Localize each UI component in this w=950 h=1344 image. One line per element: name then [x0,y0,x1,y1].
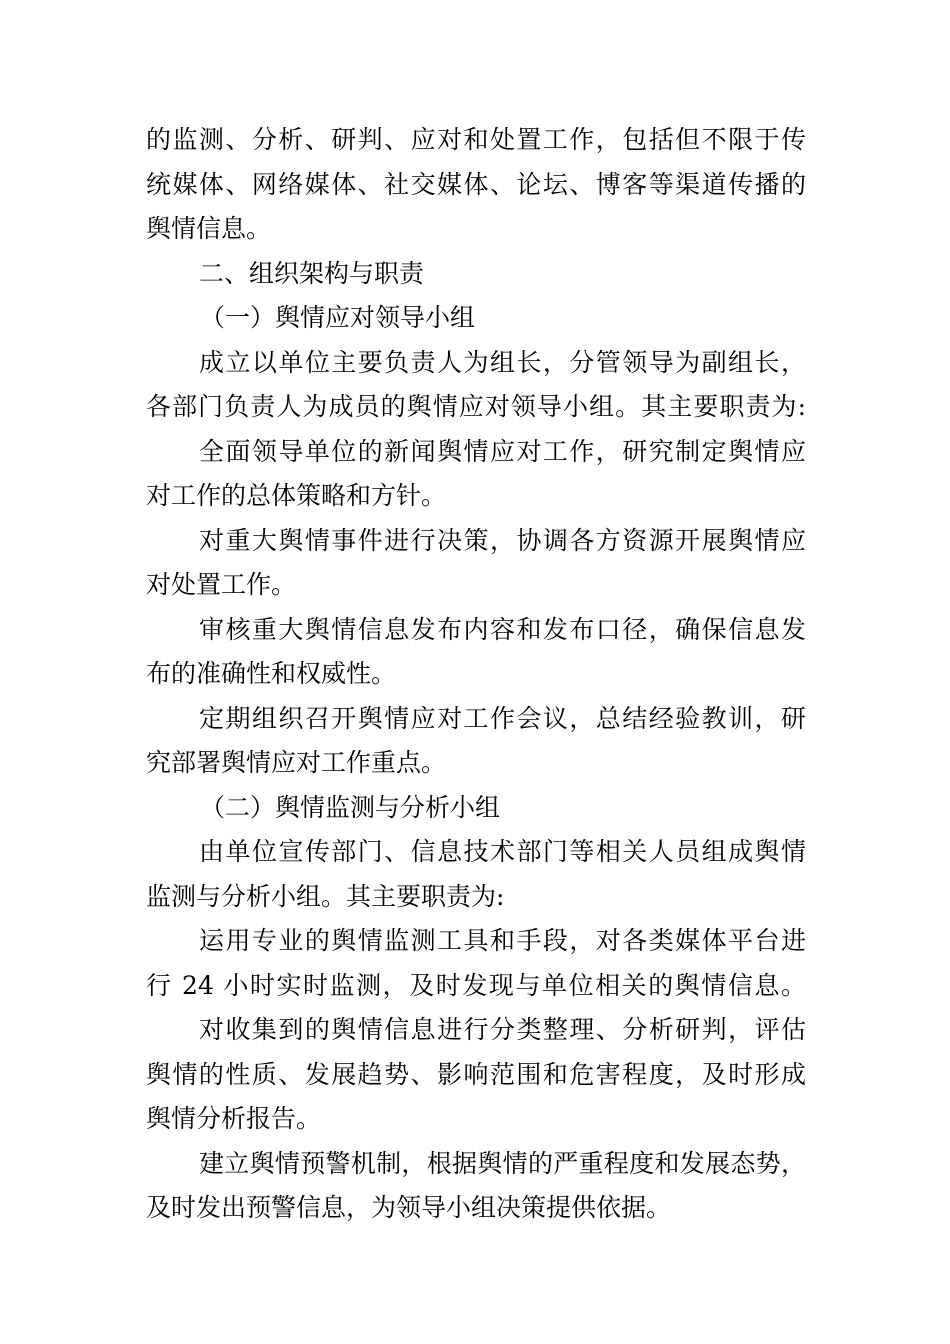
paragraph-line-7: 各部门负责人为成员的舆情应对领导小组。其主要职责为: [146,392,806,421]
paragraph-line-23: 舆情分析报告。 [146,1104,322,1133]
paragraph-line-17: 由单位宣传部门、信息技术部门等相关人员组成舆情 [199,837,806,866]
paragraph-line-11: 对处置工作。 [146,570,297,599]
paragraph-line-12: 审核重大舆情信息发布内容和发布口径，确保信息发 [199,615,806,644]
paragraph-line-13: 布的准确性和权威性。 [146,659,397,688]
paragraph-line-25: 及时发出预警信息，为领导小组决策提供依据。 [146,1193,672,1222]
paragraph-line-2: 统媒体、网络媒体、社交媒体、论坛、博客等渠道传播的 [146,170,806,199]
paragraph-line-21: 对收集到的舆情信息进行分类整理、分析研判，评估 [199,1015,806,1044]
paragraph-line-20: 行 24 小时实时监测，及时发现与单位相关的舆情信息。 [146,971,806,1000]
section-heading: 二、组织架构与职责 [199,259,425,288]
paragraph-line-15: 究部署舆情应对工作重点。 [146,748,447,777]
paragraph-line-10: 对重大舆情事件进行决策，协调各方资源开展舆情应 [199,526,806,555]
subsection-heading-2: （二）舆情监测与分析小组 [200,793,501,822]
paragraph-line-24: 建立舆情预警机制，根据舆情的严重程度和发展态势， [199,1149,806,1178]
paragraph-line-9: 对工作的总体策略和方针。 [146,481,447,510]
paragraph-line-8: 全面领导单位的新闻舆情应对工作，研究制定舆情应 [199,437,806,466]
paragraph-line-1: 的监测、分析、研判、应对和处置工作，包括但不限于传 [146,125,806,154]
paragraph-line-18: 监测与分析小组。其主要职责为: [146,882,505,911]
paragraph-line-6: 成立以单位主要负责人为组长，分管领导为副组长， [199,348,806,377]
paragraph-line-14: 定期组织召开舆情应对工作会议，总结经验教训，研 [199,704,806,733]
paragraph-line-19: 运用专业的舆情监测工具和手段，对各类媒体平台进 [199,926,806,955]
paragraph-line-3: 舆情信息。 [146,214,272,243]
subsection-heading-1: （一）舆情应对领导小组 [200,303,476,332]
paragraph-line-22: 舆情的性质、发展趋势、影响范围和危害程度，及时形成 [146,1060,806,1089]
